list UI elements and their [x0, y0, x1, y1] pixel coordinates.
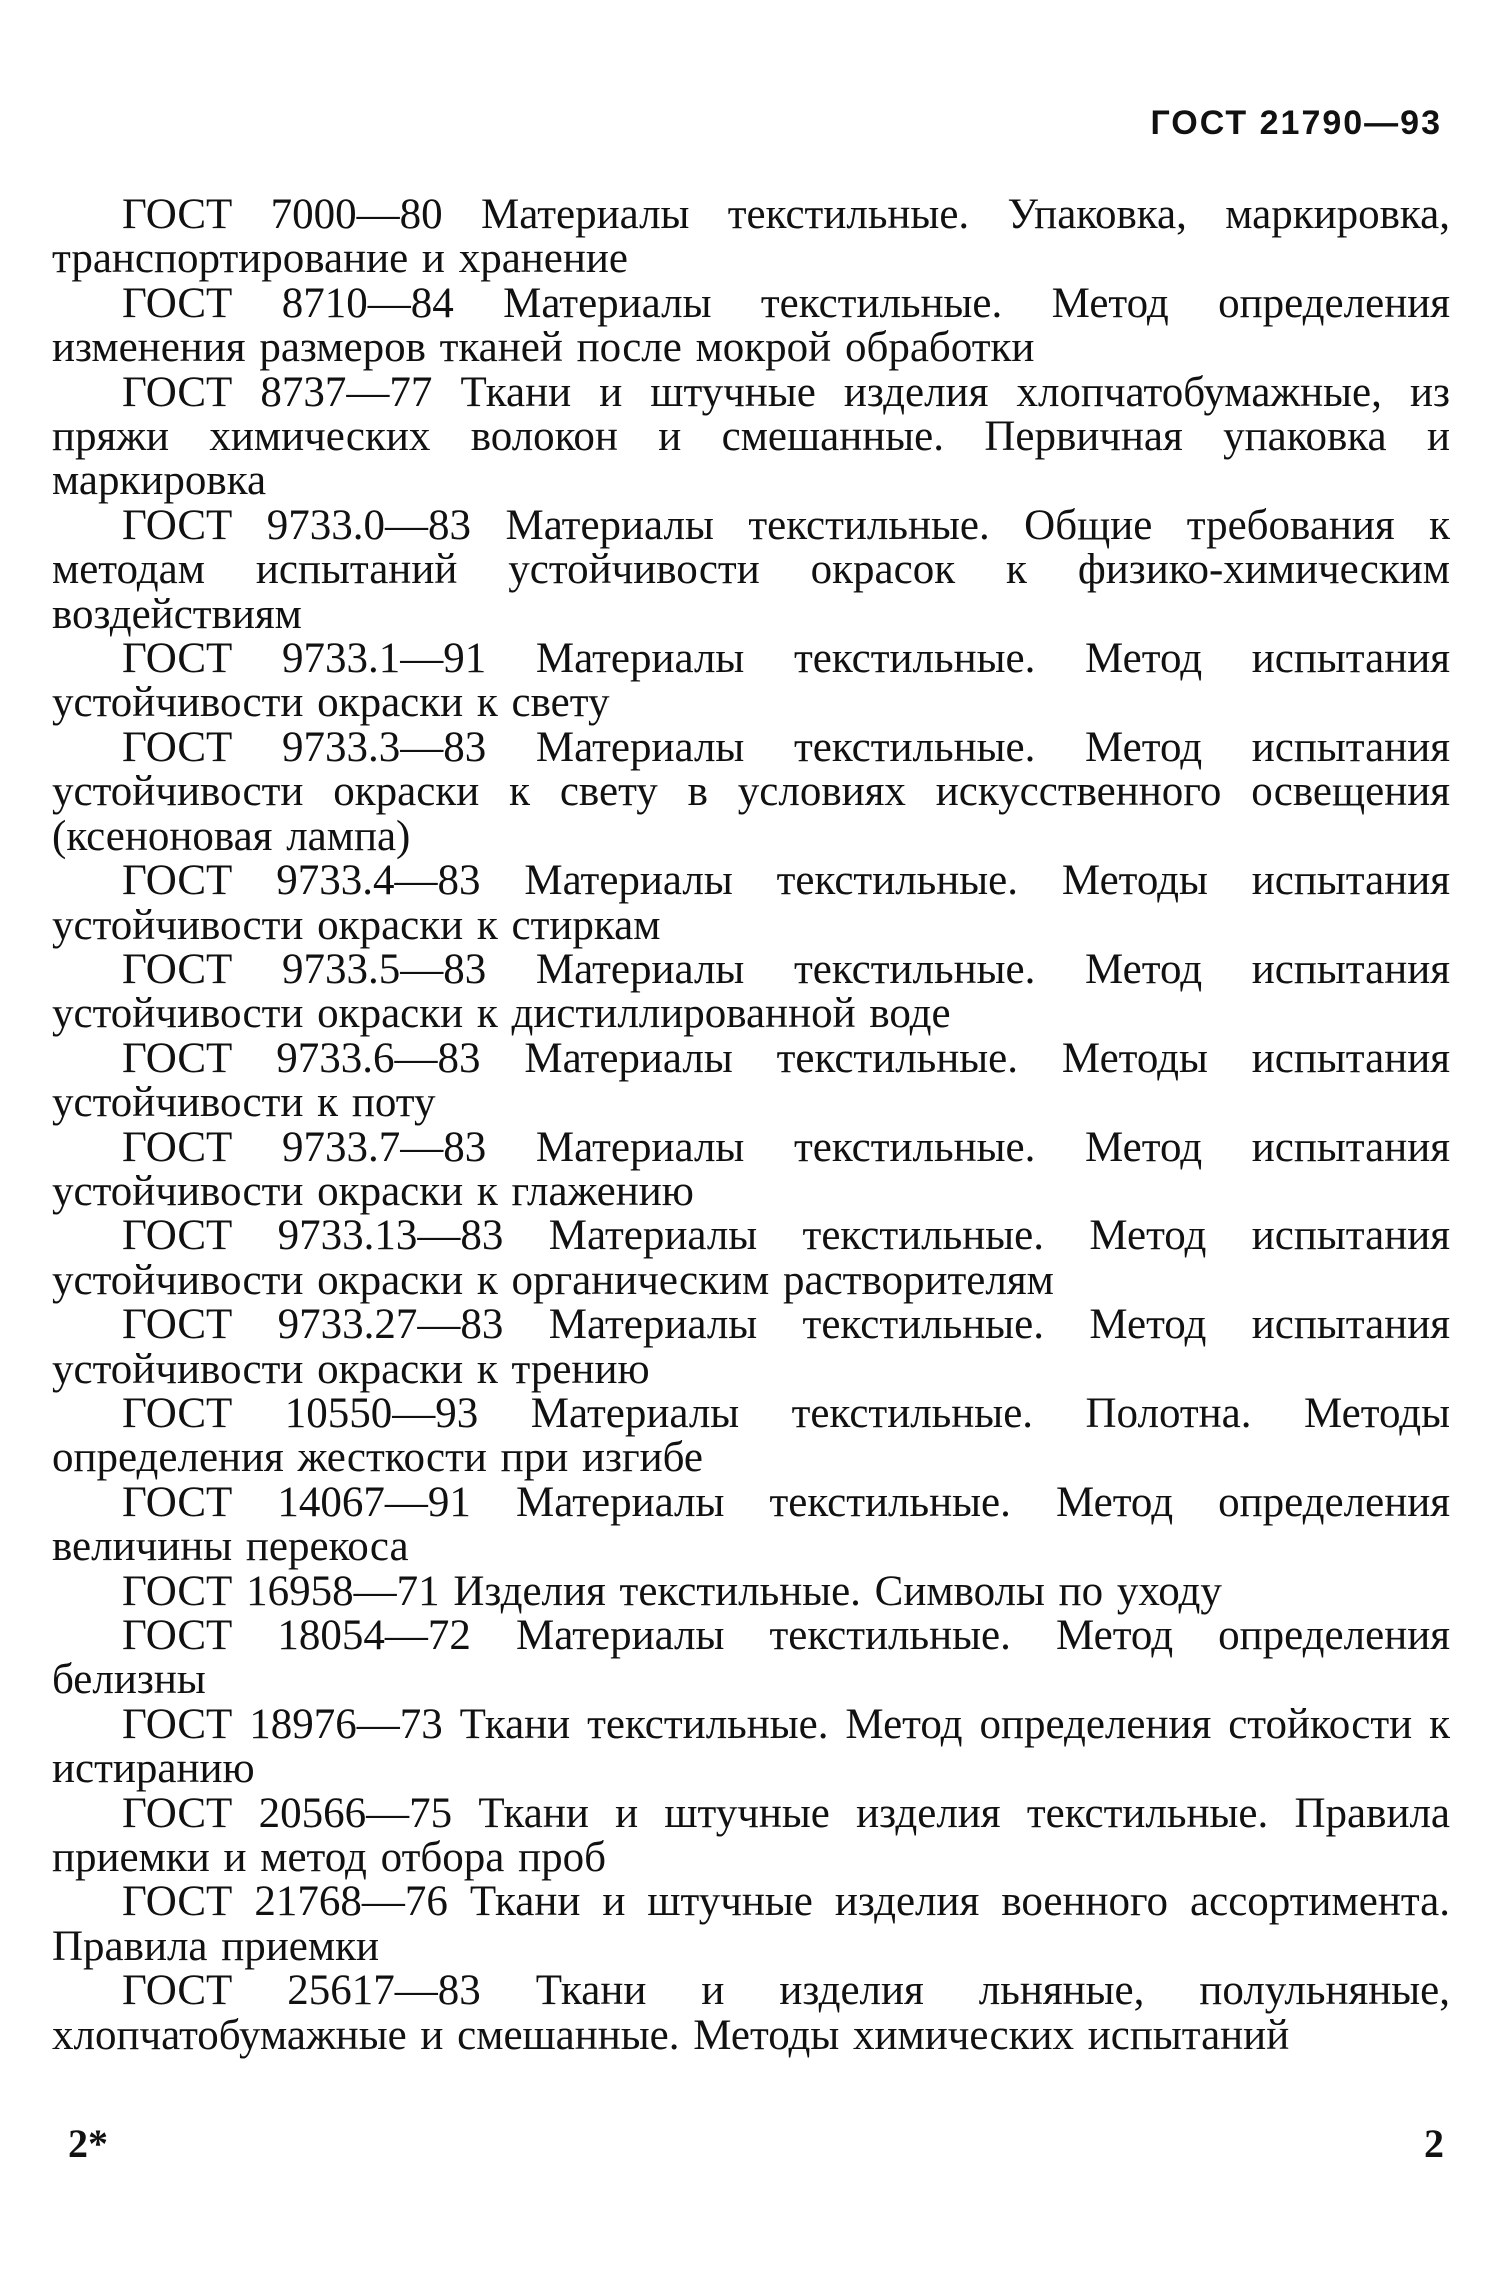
reference-entry: ГОСТ 18976—73 Ткани текстильные. Метод определения стойкости к истиранию	[52, 1700, 1450, 1793]
reference-entry: ГОСТ 8710—84 Материалы текстильные. Метод определения изменения размеров тканей после мокрой обработки	[52, 279, 1450, 372]
reference-entry: ГОСТ 9733.7—83 Материалы текстильные. Метод испытания устойчивости окраски к глажению	[52, 1123, 1450, 1215]
reference-entry: ГОСТ 9733.6—83 Материалы текстильные. Методы испытания устойчивости к поту	[52, 1034, 1450, 1127]
reference-entry: ГОСТ 8737—77 Ткани и штучные изделия хлопчатобумажные, из пряжи химических волокон и смешанные. Первичная упаковка и маркировка	[52, 368, 1450, 505]
reference-entry: ГОСТ 25617—83 Ткани и изделия льняные, полульняные, хлопчатобумажные и смешанные. Методы химических испытаний	[52, 1967, 1450, 2059]
reference-entry: ГОСТ 18054—72 Материалы текстильные. Метод определения белизны	[52, 1612, 1450, 1704]
running-header: ГОСТ 21790—93	[1150, 104, 1442, 142]
reference-entry: ГОСТ 9733.13—83 Материалы текстильные. Метод испытания устойчивости окраски к органическим растворителям	[52, 1212, 1450, 1304]
signature-mark: 2*	[68, 2121, 108, 2166]
reference-entry: ГОСТ 7000—80 Материалы текстильные. Упаковка, маркировка, транспортирование и хранение	[52, 191, 1450, 283]
page-number: 2	[1424, 2121, 1444, 2166]
reference-entry: ГОСТ 9733.4—83 Материалы текстильные. Методы испытания устойчивости окраски к стиркам	[52, 857, 1450, 949]
reference-entry: ГОСТ 14067—91 Материалы текстильные. Метод определения величины перекоса	[52, 1478, 1450, 1571]
reference-entry: ГОСТ 20566—75 Ткани и штучные изделия текстильные. Правила приемки и метод отбора проб	[52, 1789, 1450, 1882]
reference-entry: ГОСТ 10550—93 Материалы текстильные. Полотна. Методы определения жесткости при изгибе	[52, 1389, 1450, 1482]
reference-entry: ГОСТ 21768—76 Ткани и штучные изделия военного ассортимента. Правила приемки	[52, 1878, 1450, 1970]
reference-entry: ГОСТ 9733.1—91 Материалы текстильные. Метод испытания устойчивости окраски к свету	[52, 635, 1450, 727]
reference-entry: ГОСТ 9733.27—83 Материалы текстильные. Метод испытания устойчивости окраски к трению	[52, 1301, 1450, 1393]
normative-references-list	[52, 193, 1450, 2058]
reference-entry: ГОСТ 9733.5—83 Материалы текстильные. Метод испытания устойчивости окраски к дистиллированной воде	[52, 945, 1450, 1038]
reference-entry: ГОСТ 16958—71 Изделия текстильные. Символы по уходу	[122, 1567, 1222, 1615]
reference-entry: ГОСТ 9733.3—83 Материалы текстильные. Метод испытания устойчивости окраски к свету в условиях искусственного освещения (ксеноновая лампа)	[52, 723, 1450, 860]
reference-entry: ГОСТ 9733.0—83 Материалы текстильные. Общие требования к методам испытаний устойчивости окрасок к физико-химическим воздействиям	[52, 501, 1450, 638]
